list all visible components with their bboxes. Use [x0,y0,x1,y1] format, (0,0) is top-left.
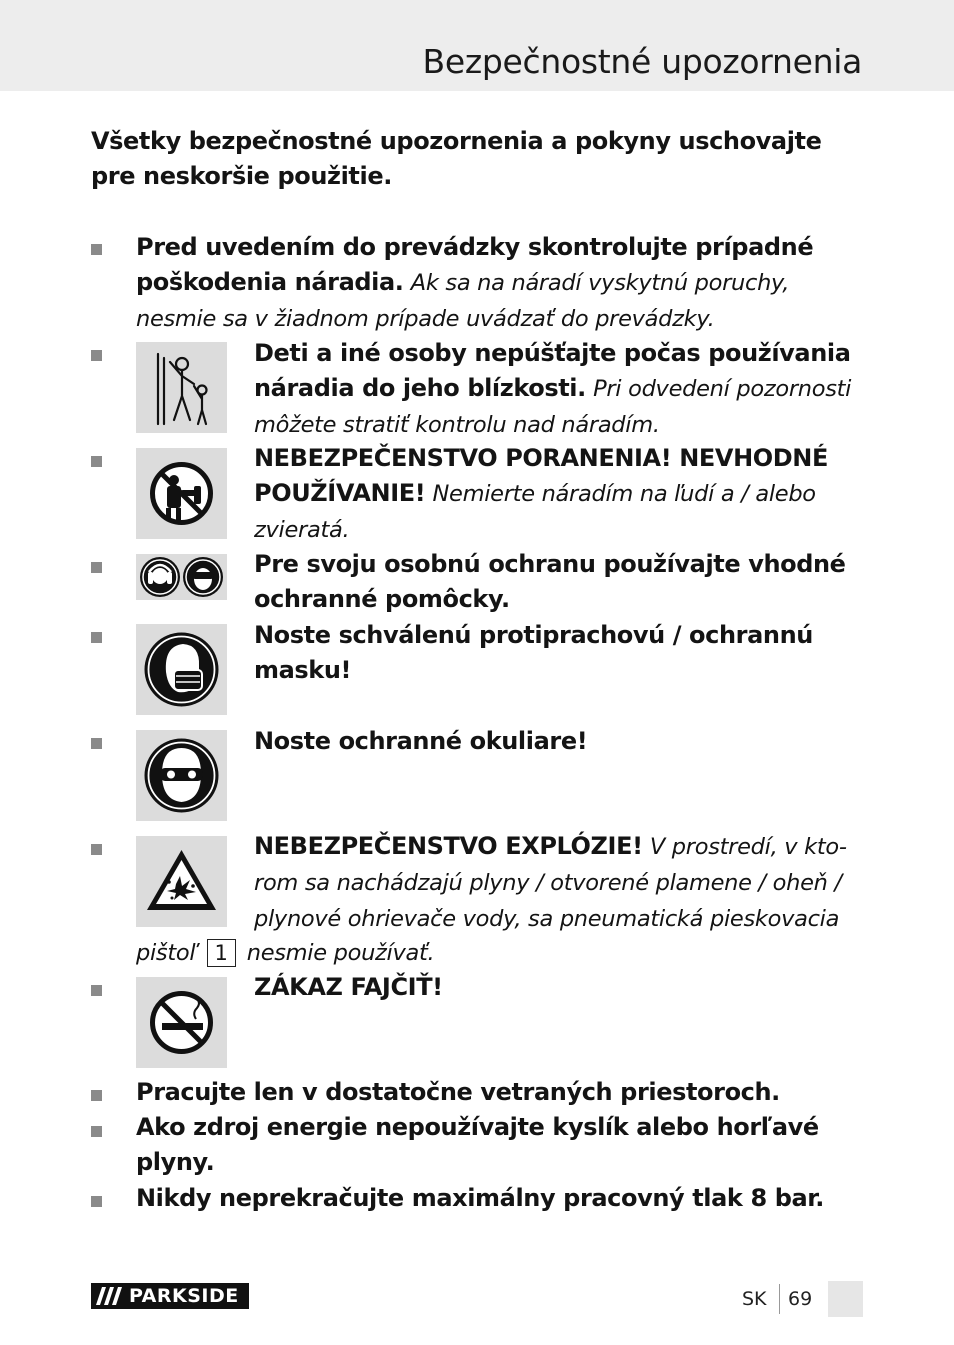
part-reference-badge: 1 [207,939,236,967]
footer-divider [779,1284,780,1314]
bullet [91,350,102,361]
bullet [91,1196,102,1207]
bullet [91,985,102,996]
bullet [91,456,102,467]
intro-text: Všetky bezpečnostné upozornenia a pokyny uschovajte pre neskoršie použitie. [91,127,822,190]
safety-item [254,618,871,688]
item-heading: Noste schválenú protiprachovú / ochrannú masku! [254,621,813,684]
bullet [91,244,102,255]
safety-item [136,1110,871,1180]
safety-item [254,441,871,548]
bullet [91,738,102,749]
safety-item [136,1075,871,1110]
item-detail: Pri odvedení pozornosti môžete stratiť kontrolu nad náradím. [254,376,852,438]
item-heading: NEBEZPEČENSTVO PORANENIA! NEVHODNÉ POUŽÍVANIE! [254,444,828,507]
item-heading: Deti a iné osoby nepúšťajte počas používania náradia do jeho blízkosti. [254,339,851,402]
no-aiming-at-people-icon [136,448,227,539]
bullet [91,632,102,643]
bullet [91,562,102,573]
item-heading: NEBEZPEČENSTVO EXPLÓZIE! [254,832,643,860]
dust-mask-icon [136,624,227,715]
brand-logo [91,1283,249,1309]
item-heading: Noste ochranné okuliare! [254,727,588,755]
item-detail: Ak sa na náradí vyskytnú poruchy, nesmie sa v žiadnom prípade uvádzať do prevádzky. [136,270,790,332]
item-heading: Pracujte len v dostatočne vetraných priestoroch. [136,1078,780,1106]
safety-goggles-icon [136,730,227,821]
bullet [91,1090,102,1101]
no-smoking-icon [136,977,227,1068]
language-code: SK [742,1288,767,1310]
item-detail: Nemierte náradím na ľudí a / alebo zvieratá. [254,481,816,543]
item-heading: ZÁKAZ FAJČIŤ! [254,973,443,1001]
page-tab-marker [828,1281,863,1317]
safety-item [254,829,854,937]
explosion-warning-icon [136,836,227,927]
safety-item [136,1181,871,1216]
bullet [91,844,102,855]
item-detail-continuation: nesmie používať. [246,940,435,966]
item-heading: Ako zdroj energie nepoužívajte kyslík alebo horľavé plyny. [136,1113,819,1176]
page-number: 69 [788,1288,813,1310]
children-keep-away-icon [136,342,227,433]
page-title: Bezpečnostné upozornenia [422,42,862,81]
bullet [91,1126,102,1137]
ear-and-eye-protection-icon [136,554,227,600]
safety-item [254,336,871,443]
safety-item [136,230,871,337]
item-detail: V prostredí, v kto-rom sa nachádzajú plyny / otvorené plamene / oheň / plynové ohrievače vody, sa pneumatická pieskovacia [254,834,847,932]
safety-item [254,724,871,759]
safety-item-continuation [136,935,871,971]
safety-item [254,970,871,1005]
logo-slashes-icon [91,1283,127,1309]
item-heading: Pred uvedením do prevádzky skontrolujte prípadné poškodenia náradia. [136,233,814,296]
brand-name: PARKSIDE [129,1285,239,1307]
item-detail-continuation: pištoľ [136,940,196,966]
safety-item [254,547,871,617]
item-heading: Nikdy neprekračujte maximálny pracovný tlak 8 bar. [136,1184,825,1212]
item-heading: Pre svoju osobnú ochranu používajte vhodné ochranné pomôcky. [254,550,846,613]
